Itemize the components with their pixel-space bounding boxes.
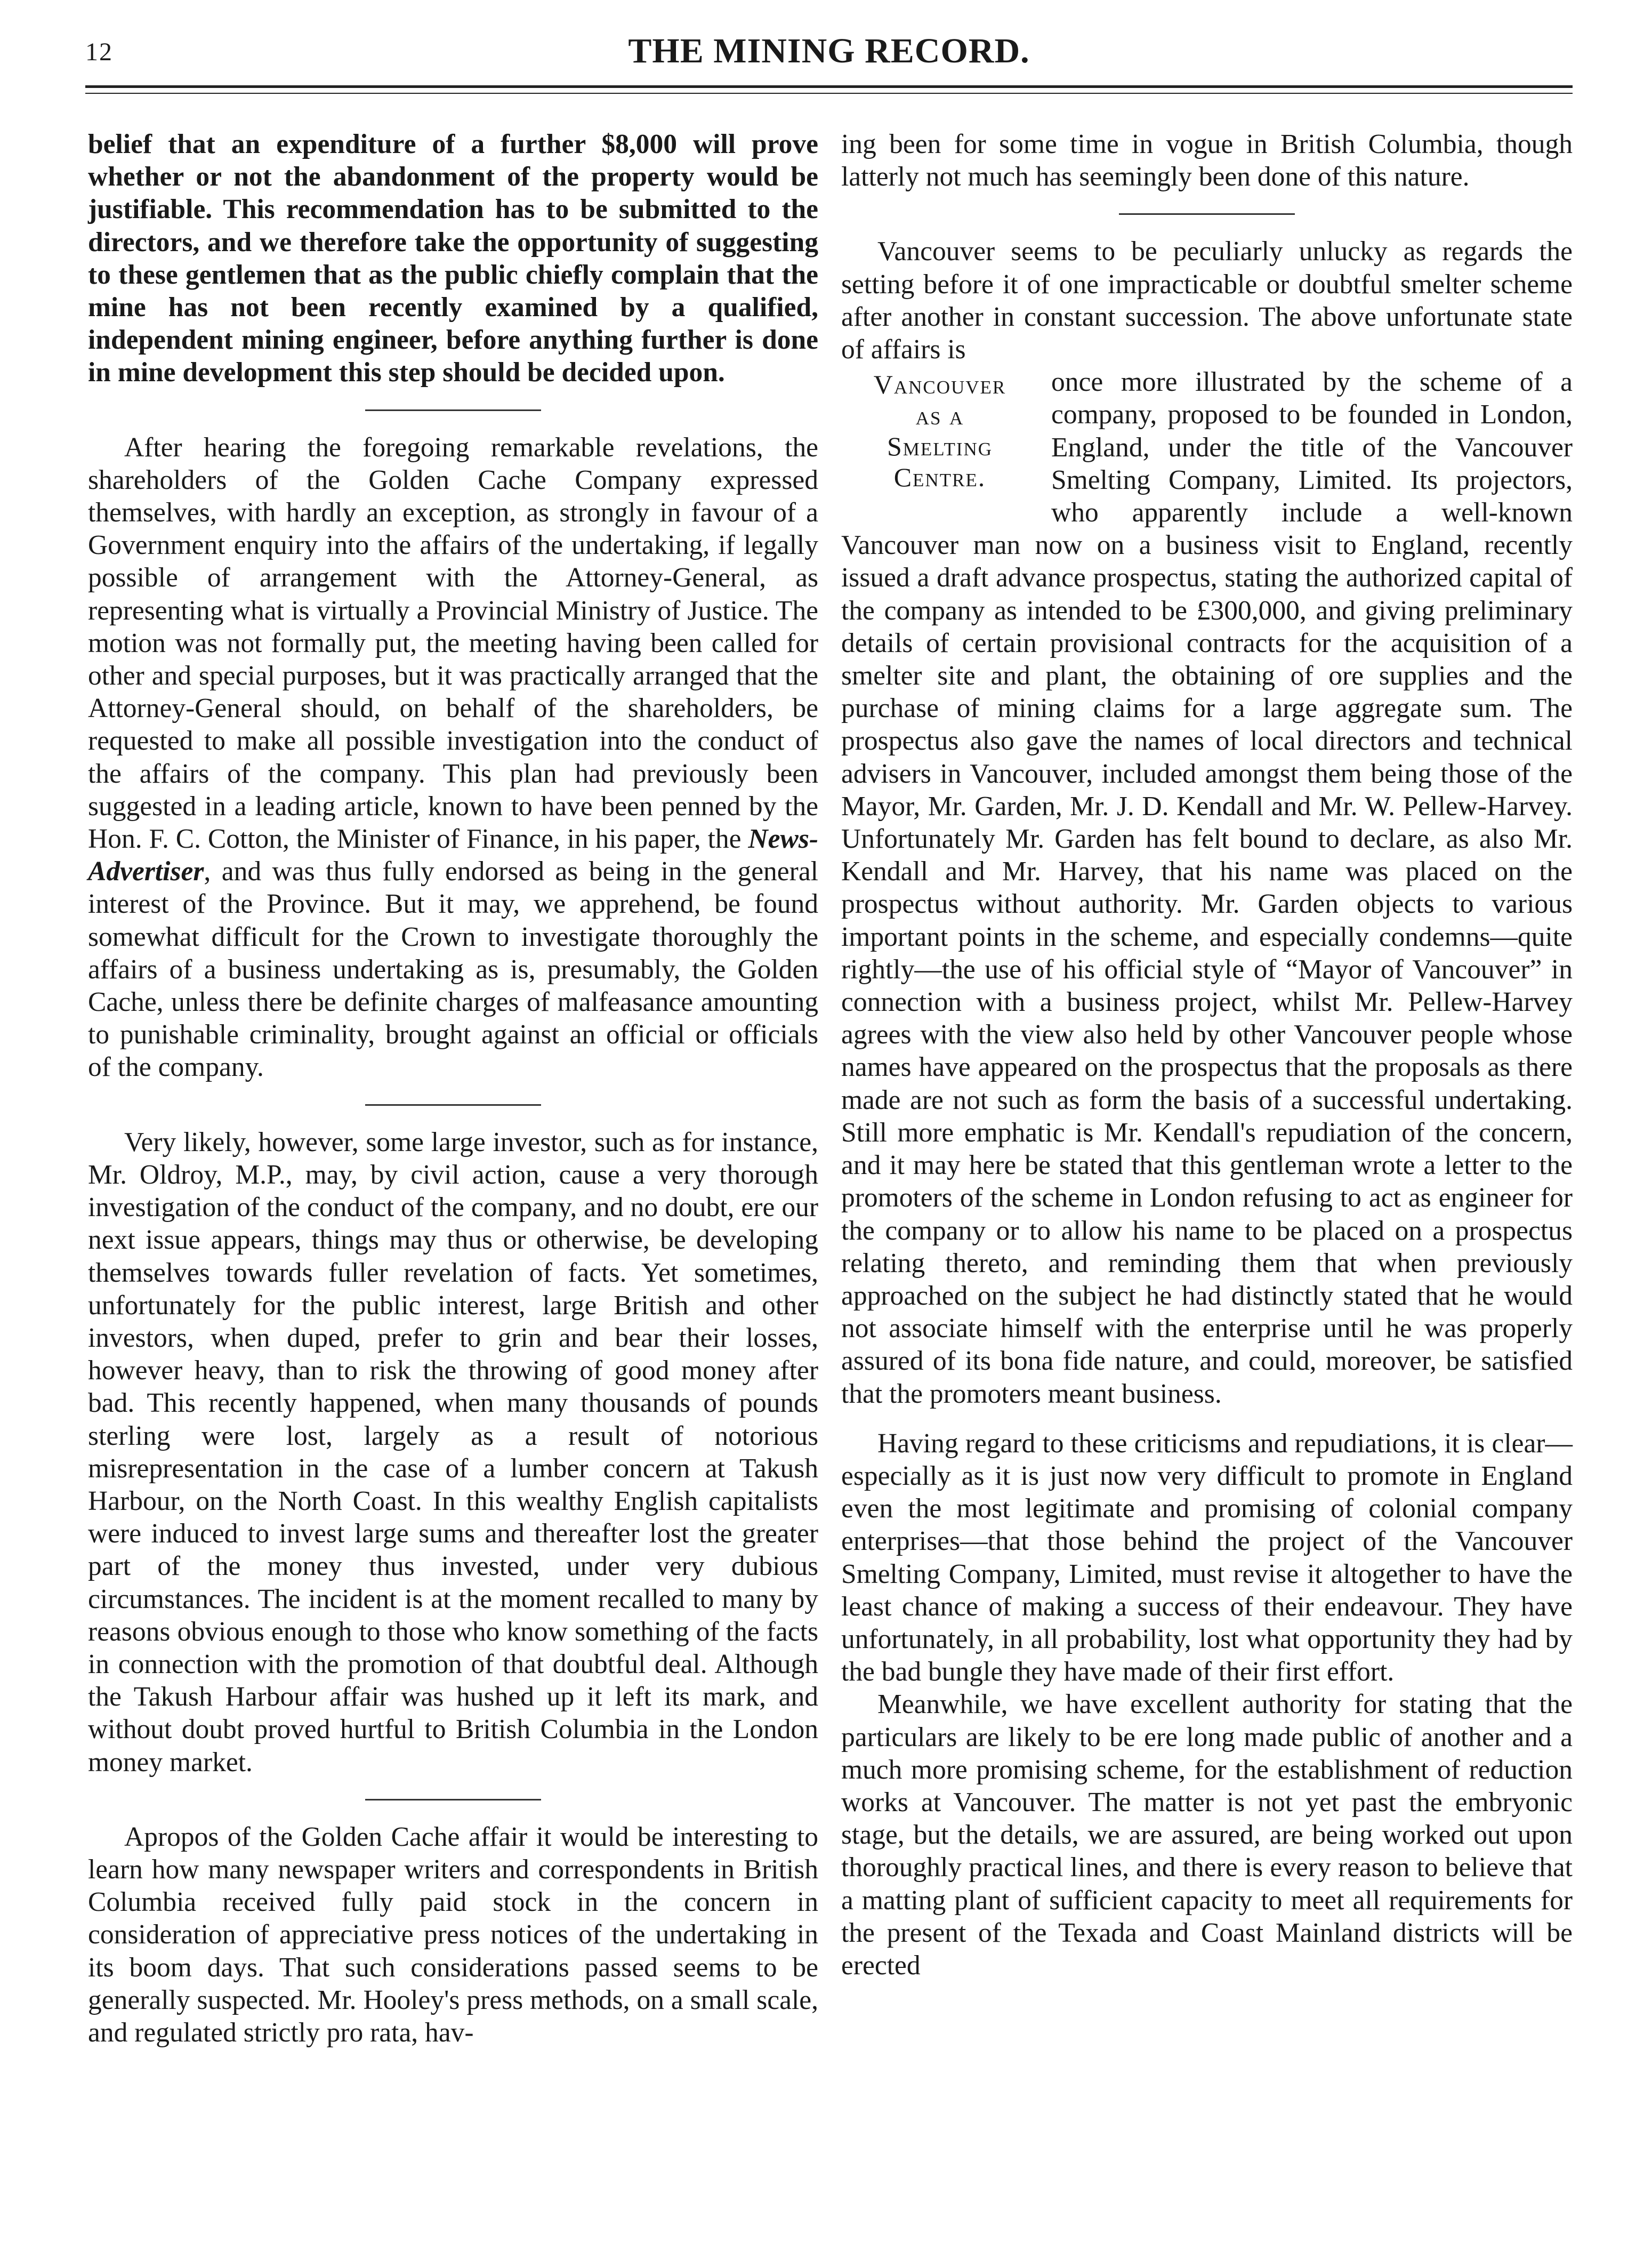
journal-title: THE MINING RECORD. xyxy=(628,31,1030,70)
article-paragraph: Apropos of the Golden Cache affair it would be interesting to learn how many newspaper writers and correspondents in British Columbia received fully paid stock in the concern in consideration of appreciative press notices of the undertaking in its boom days. That such considerations passed seems to be generally suspected. Mr. Hooley's press methods, on a small scale, and regulated strictly pro rata, hav- xyxy=(88,1821,818,2048)
article-paragraph xyxy=(88,431,818,1084)
paragraph-text: , and was thus fully endorsed as being in the general interest of the Province. But it may, we apprehend, be found somewhat difficult for the Crown to investigate thoroughly the affairs of a business undertaking as is, presumably, the Golden Cache, unless there be definite charges of malfeasance amounting to punishable criminality, brought against an official or officials of the company. xyxy=(88,856,818,1083)
sidenote-line: Centre. xyxy=(893,462,986,493)
section-divider xyxy=(365,409,541,411)
margin-sidenote xyxy=(841,369,1038,493)
sidenote-line: as a xyxy=(915,400,964,431)
article-paragraph: Meanwhile, we have excellent authority for stating that the particulars are likely to be ere long made public of another and a much more promising scheme, for the establishment of reduction works at Vancouver. The matter is not yet past the embryonic stage, but the details, we are assured, are being worked out upon thoroughly practical lines, and there is every reason to believe that a matting plant of sufficient capacity to meet all requirements for the present of the Texada and Coast Mainland districts will be erected xyxy=(841,1689,1573,1981)
page-number: 12 xyxy=(85,38,113,66)
article-paragraph: once more illustrated by the scheme of a company, proposed to be founded in London, England, under the title of the Vancouver Smelting Company, Limited. Its projectors, who apparently include a well-known Vancouver man now on a business visit to England, recently issued a draft advance prospectus, stating the authorized capital of the company as intended to be £300,000, and giving preliminary details of certain provisional contracts for the acquisition of a smelter site and plant, the obtaining of ore supplies and the purchase of mining claims for a large aggregate sum. The prospectus also gave the names of local directors and technical advisers in Vancouver, included amongst them being those of the Mayor, Mr. Garden, Mr. J. D. Kendall and Mr. W. Pellew-Harvey. Unfortunately Mr. Garden has felt bound to declare, as also Mr. Kendall and Mr. Harvey, that his name was placed on the prospectus without authority. Mr. Garden objects to various important points in the scheme, and especially condemns—quite rightly—the use of his official style of “Mayor of Vancouver” in connection with a business project, whilst Mr. Pellew-Harvey agrees with the view also held by other Vancouver people whose names have appeared on the prospectus that the proposals as there made are not such as form the basis of a successful undertaking. Still more emphatic is Mr. Kendall's repudiation of the concern, and it may here be stated that this gentleman wrote a letter to the promoters of the scheme in London refusing to act as engineer for the company or to allow his name to be placed on a prospectus relating thereto, and reminding them that when previously approached on the subject he had distinctly stated that he would not associate himself with the enterprise until he was properly assured of its bona fide nature, and could, moreover, be satisfied that the promoters meant business. xyxy=(841,367,1573,1409)
article-paragraph: Having regard to these criticisms and repudiations, it is clear—especially as it is just now very difficult to promote in England even the most legitimate and promising of colonial company enterprises—that those behind the project of the Vancouver Smelting Company, Limited, must revise it altogether to have the least chance of making a success of their endeavour. They have unfortunately, in all probability, lost what opportunity they had by the bad bungle they have made of their first effort. xyxy=(841,1428,1573,1687)
sidenote-line: Smelting xyxy=(887,431,993,462)
section-divider xyxy=(365,1799,541,1800)
right-column xyxy=(841,128,1573,1982)
article-paragraph: belief that an expenditure of a further $8,000 will prove whether or not the abandonment of the property would be justifiable. This recommendation has to be submitted to the directors, and we therefore take the opportunity of suggesting to these gentlemen that as the public chiefly complain that the mine has not been recently examined by a qualified, independent mining engineer, before anything further is done in mine development this step should be decided upon. xyxy=(88,129,818,388)
article-paragraph: ing been for some time in vogue in British Columbia, though latterly not much has seemingly been done of this nature. xyxy=(841,129,1573,192)
page-header xyxy=(85,27,1573,75)
header-rule-thin xyxy=(85,93,1573,94)
sidenote-line: Vancouver xyxy=(873,369,1006,400)
article-paragraph: Vancouver seems to be peculiarly unlucky as regards the setting before it of one impracticable or doubtful smelter scheme after another in constant succession. The above unfortunate state of affairs is xyxy=(841,236,1573,365)
left-column xyxy=(88,128,818,2049)
header-rule-thick xyxy=(85,85,1573,88)
paragraph-text: After hearing the foregoing remarkable revelations, the shareholders of the Golden Cache Company expressed themselves, with hardly an exception, as strongly in favour of a Government enquiry into the affairs of the undertaking, if legally possible of arrangement with the Attorney-General, as representing what is virtually a Provincial Ministry of Justice. The motion was not formally put, the meeting having been called for other and special purposes, but it was practically arranged that the Attorney-General should, on behalf of the shareholders, be requested to make all possible investigation into the conduct of the affairs of the company. This plan had previously been suggested in a leading article, known to have been penned by the Hon. F. C. Cotton, the Minister of Finance, in his paper, the xyxy=(88,432,818,855)
newspaper-title: News-Advertiser xyxy=(88,824,819,887)
article-paragraph: Very likely, however, some large investor, such as for instance, Mr. Oldroy, M.P., may, by civil action, cause a very thorough investigation of the conduct of the company, and no doubt, ere our next issue appears, things may thus or otherwise, be developing themselves towards fuller revelation of facts. Yet sometimes, unfortunately for the public interest, large British and other investors, when duped, prefer to grin and bear their losses, however heavy, than to risk the throwing of good money after bad. This recently happened, when many thousands of pounds sterling were lost, largely as a result of notorious misrepresentation in the case of a lumber concern at Takush Harbour, on the North Coast. In this wealthy English capitalists were induced to invest large sums and thereafter lost the greater part of the money thus invested, under very dubious circumstances. The incident is at the moment recalled to many by reasons obvious enough to those who know something of the facts in connection with the promotion of that doubtful deal. Although the Takush Harbour affair was hushed up it left its mark, and without doubt proved hurtful to British Columbia in the London money market. xyxy=(88,1127,818,1778)
section-divider xyxy=(1119,213,1295,215)
section-divider xyxy=(365,1104,541,1106)
